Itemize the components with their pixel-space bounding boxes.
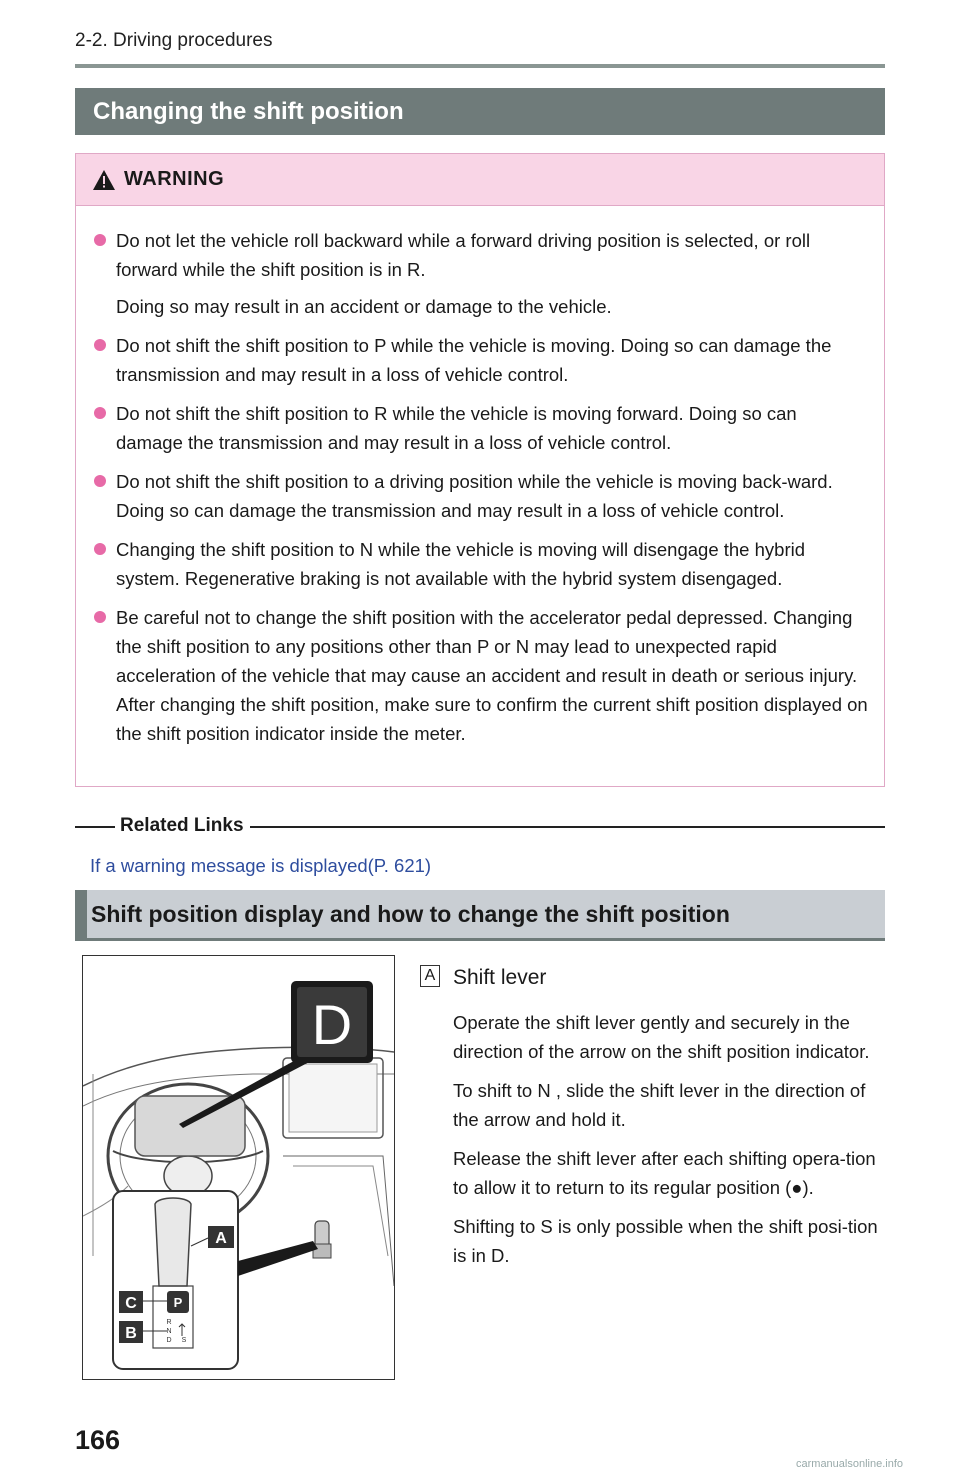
related-links-rule-right: [250, 826, 885, 828]
lever-letter-s: S: [181, 1337, 187, 1344]
warning-item: [94, 603, 868, 748]
section-header: 2-2. Driving procedures: [75, 30, 273, 51]
warning-text: Do not shift the shift position to R while the vehicle is moving forward. Doing so can damage the transmission and may result in a loss of vehicle control.: [116, 403, 797, 453]
lever-letter-r: R: [166, 1319, 172, 1326]
warning-text: Be careful not to change the shift position with the accelerator pedal depressed. Changing the shift position to any positions other than P or N may lead to unexpected rapid acceleration of the vehicle that may cause an accident and result in death or serious injury. After changing the shift position, make sure to confirm the current shift position displayed on the shift position indicator inside the meter.: [116, 607, 868, 744]
header-rule: [75, 64, 885, 68]
warning-triangle-icon: [92, 169, 116, 191]
callout-body: [453, 1008, 878, 1280]
related-links-title: Related Links: [120, 815, 244, 836]
lever-letter-p: P: [173, 1295, 183, 1310]
bullet-icon: [94, 407, 106, 419]
lever-letter-d: D: [166, 1337, 172, 1344]
warning-subtext: Doing so may result in an accident or damage to the vehicle.: [116, 296, 612, 317]
warning-box: [75, 153, 885, 787]
warning-item: [94, 226, 868, 321]
callout-paragraph: Shifting to S is only possible when the shift posi-tion is in D.: [453, 1216, 878, 1266]
bullet-icon: [94, 475, 106, 487]
callout-paragraph: To shift to N , slide the shift lever in the direction of the arrow and hold it.: [453, 1080, 866, 1130]
callout-label-b: B: [125, 1325, 137, 1342]
warning-item: [94, 535, 868, 593]
bullet-icon: [94, 611, 106, 623]
cabin-drawing: [83, 956, 394, 1379]
warning-item: [94, 467, 868, 525]
lever-letter-n: N: [166, 1328, 172, 1335]
watermark: carmanualsonline.info: [796, 1458, 904, 1470]
callout-title: Shift lever: [453, 966, 547, 989]
warning-text: Do not shift the shift position to P while the vehicle is moving. Doing so can damage the transmission and may result in a loss of vehicle control.: [116, 335, 832, 385]
shift-lever-illustration: [82, 955, 395, 1380]
callout-paragraph: Operate the shift lever gently and securely in the direction of the arrow on the shift position indicator.: [453, 1012, 870, 1062]
callout-tag: A: [420, 965, 440, 987]
warning-text: Changing the shift position to N while the vehicle is moving will disengage the hybrid system. Regenerative braking is not available with the hybrid system disengaged.: [116, 539, 805, 589]
callout-label-c: C: [125, 1295, 137, 1312]
warning-header: [76, 154, 884, 206]
warning-text: Do not shift the shift position to a driving position while the vehicle is moving back-ward. Doing so can damage the transmission and may result in a loss of vehicle control.: [116, 471, 833, 521]
warning-text: Do not let the vehicle roll backward while a forward driving position is selected, or roll forward while the shift position is in R.: [116, 230, 811, 280]
related-link[interactable]: If a warning message is displayed(P. 621): [90, 855, 432, 876]
callout-paragraph: Release the shift lever after each shifting opera-tion to allow it to return to its regular position (●).: [453, 1148, 876, 1198]
warning-item: [94, 399, 868, 457]
warning-item: [94, 331, 868, 389]
page-title: Changing the shift position: [75, 88, 885, 135]
warning-label: WARNING: [124, 168, 225, 190]
bullet-icon: [94, 339, 106, 351]
warning-body: [76, 206, 884, 748]
page-number: 166: [75, 1425, 121, 1455]
related-links-rule-left: [75, 826, 115, 828]
bullet-icon: [94, 543, 106, 555]
section-title: Shift position display and how to change the shift position: [75, 890, 885, 941]
display-letter: D: [311, 993, 353, 1056]
callout-label-a: A: [215, 1230, 227, 1247]
bullet-icon: [94, 234, 106, 246]
